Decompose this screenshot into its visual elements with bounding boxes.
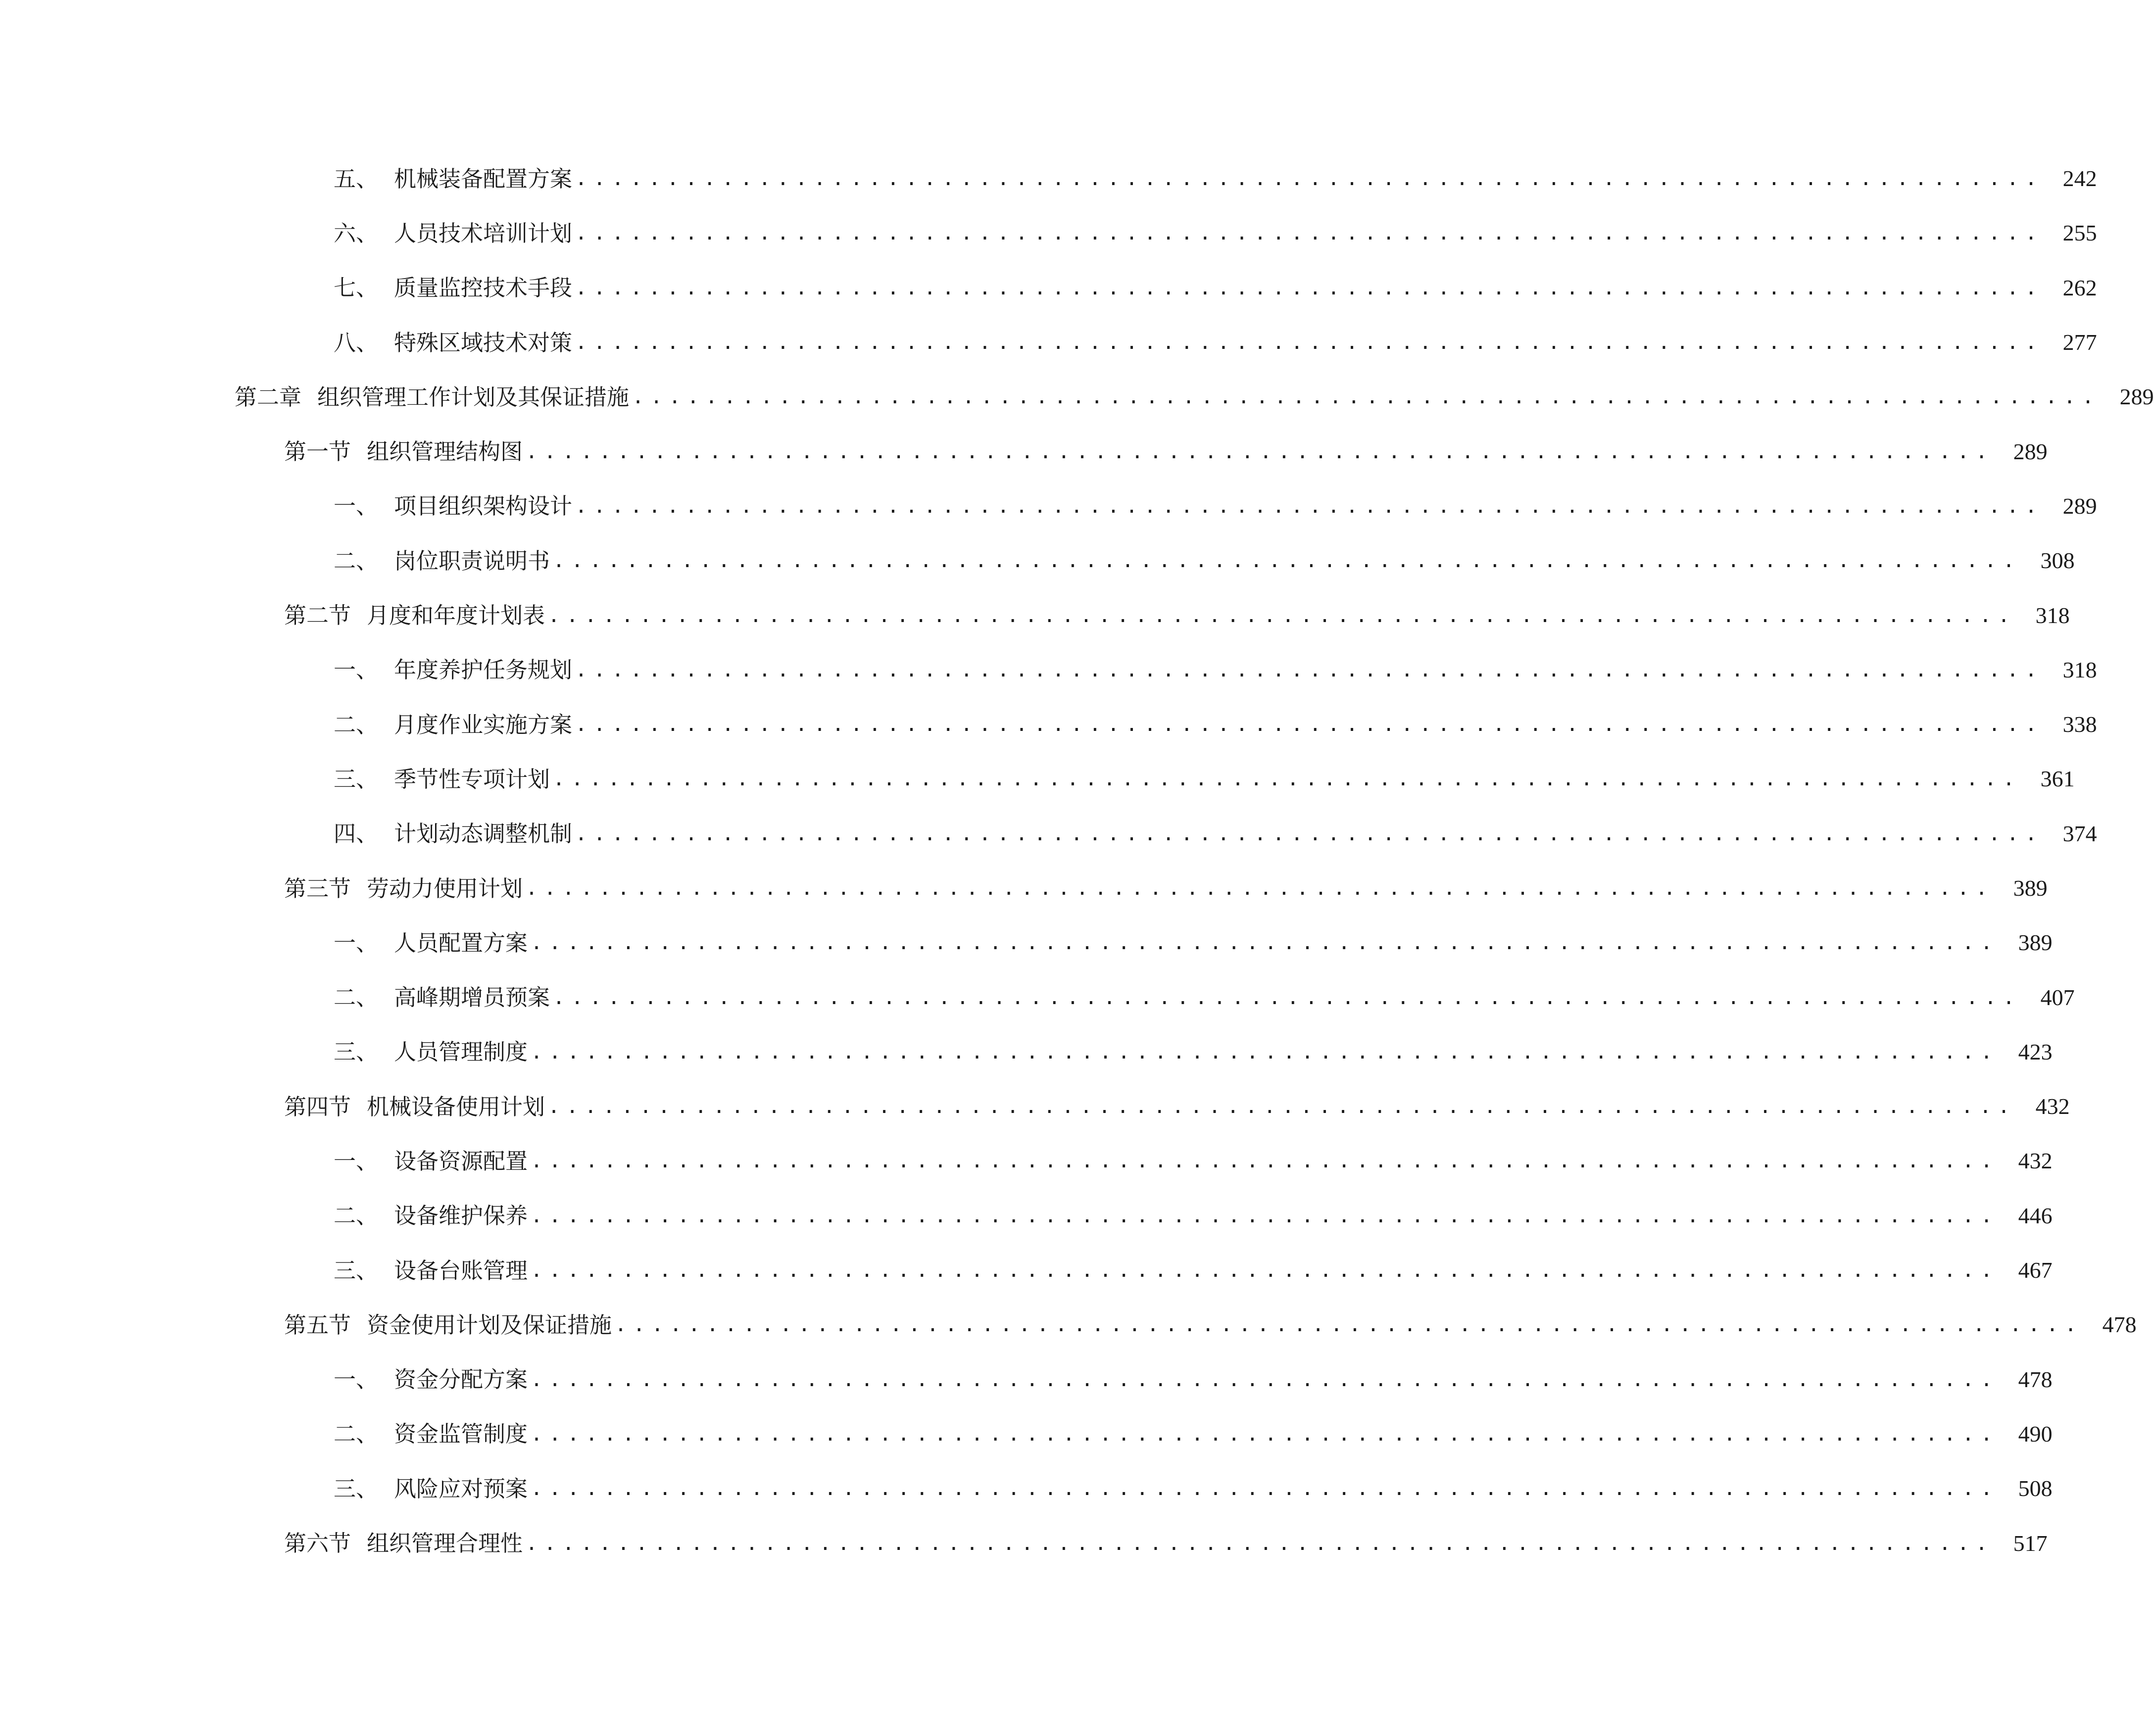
toc-entry-title: 质量监控技术手段: [394, 275, 573, 301]
toc-entry-page-number: 262: [2062, 275, 2097, 300]
toc-entry-number: 三、: [334, 1039, 379, 1065]
toc-entry-title: 特殊区域技术对策: [394, 329, 573, 356]
dot-leader: ................................................................................: [553, 768, 2021, 791]
toc-entry-number: 一、: [334, 1148, 379, 1174]
toc-entry-heading: [284, 604, 545, 627]
toc-entry[interactable]: [0, 424, 2048, 479]
toc-entry[interactable]: [0, 370, 2154, 424]
toc-entry[interactable]: [0, 697, 2097, 752]
toc-entry-page-number: 242: [2062, 166, 2097, 192]
dot-leader: ................................................................................: [553, 986, 2021, 1009]
toc-entry-heading: [334, 711, 573, 738]
toc-entry-number: 第二章: [235, 384, 302, 410]
toc-entry-heading: [235, 386, 629, 408]
toc-entry[interactable]: [0, 533, 2075, 588]
toc-entry-number: 五、: [334, 165, 379, 192]
toc-entry[interactable]: [0, 1079, 2070, 1134]
toc-entry-title: 年度养护任务规划: [394, 657, 573, 683]
toc-entry-heading: [334, 1368, 528, 1391]
toc-entry-heading: [334, 493, 573, 520]
toc-entry-title: 风险应对预案: [394, 1475, 528, 1502]
toc-entry-title: 组织管理合理性: [367, 1530, 523, 1557]
toc-entry[interactable]: [0, 752, 2075, 806]
toc-entry-number: 三、: [334, 766, 379, 792]
toc-entry-number: 第四节: [284, 1093, 351, 1120]
toc-entry-heading: [334, 277, 572, 299]
toc-entry-title: 人员技术培训计划: [394, 220, 573, 246]
dot-leader: ................................................................................: [615, 1313, 2083, 1337]
dot-leader: ................................................................................: [575, 658, 2044, 681]
dot-leader: ................................................................................: [531, 1040, 1999, 1063]
toc-entry-number: 七、: [334, 275, 379, 301]
toc-entry-heading: [334, 1475, 528, 1502]
toc-entry-heading: [284, 1530, 523, 1557]
toc-entry-page-number: 255: [2062, 220, 2097, 246]
toc-entry-page-number: 389: [2018, 930, 2053, 956]
toc-entry-title: 人员配置方案: [394, 929, 528, 956]
toc-entry-number: 第三节: [284, 875, 351, 902]
toc-entry-heading: [334, 1205, 528, 1227]
toc-entry[interactable]: [0, 916, 2053, 970]
toc-entry-number: 三、: [334, 1475, 379, 1502]
dot-leader: ................................................................................: [531, 1477, 1999, 1500]
toc-entry[interactable]: [0, 1298, 2137, 1352]
toc-entry-page-number: 374: [2062, 820, 2097, 846]
toc-entry-number: 八、: [334, 329, 379, 356]
toc-entry-page-number: 318: [2035, 602, 2070, 628]
toc-entry-number: 第一节: [284, 438, 351, 465]
table-of-contents: [0, 151, 2154, 1571]
toc-entry-heading: [334, 1150, 528, 1172]
toc-entry-page-number: 318: [2062, 657, 2097, 682]
toc-entry-page-number: 308: [2040, 548, 2075, 574]
toc-entry-page-number: 338: [2062, 712, 2097, 737]
toc-entry-number: 四、: [334, 820, 379, 847]
toc-entry[interactable]: [0, 807, 2097, 861]
toc-entry-title: 岗位职责说明书: [394, 547, 550, 574]
toc-entry[interactable]: [0, 970, 2075, 1024]
dot-leader: ................................................................................: [548, 604, 2016, 627]
toc-entry-number: 二、: [334, 547, 379, 574]
toc-entry[interactable]: [0, 315, 2097, 370]
toc-entry-page-number: 467: [2018, 1257, 2053, 1283]
toc-entry-title: 月度作业实施方案: [394, 711, 573, 738]
toc-entry-heading: [334, 547, 550, 574]
toc-entry[interactable]: [0, 151, 2097, 206]
dot-leader: ................................................................................: [526, 877, 1994, 900]
toc-entry-number: 一、: [334, 657, 379, 683]
dot-leader: ................................................................................: [575, 494, 2044, 518]
toc-entry-number: 二、: [334, 711, 379, 738]
toc-entry[interactable]: [0, 1352, 2053, 1407]
dot-leader: ................................................................................: [531, 1150, 1999, 1173]
toc-entry-number: 二、: [334, 1203, 379, 1229]
toc-entry[interactable]: [0, 588, 2070, 642]
toc-entry-page-number: 407: [2040, 984, 2075, 1010]
toc-entry-number: 二、: [334, 984, 379, 1011]
toc-entry[interactable]: [0, 861, 2048, 916]
toc-entry-heading: [284, 1311, 612, 1338]
toc-entry-page-number: 361: [2040, 766, 2075, 792]
toc-entry-title: 组织管理工作计划及其保证措施: [317, 384, 630, 410]
toc-entry-title: 资金使用计划及保证措施: [367, 1311, 612, 1338]
toc-entry-page-number: 289: [2013, 438, 2048, 464]
toc-entry-page-number: 423: [2018, 1039, 2053, 1064]
toc-entry-number: 一、: [334, 929, 379, 956]
toc-entry-title: 组织管理结构图: [367, 438, 523, 465]
toc-entry-page-number: 432: [2035, 1094, 2070, 1119]
toc-entry-page-number: 517: [2013, 1530, 2048, 1556]
toc-entry-number: 第六节: [284, 1530, 351, 1557]
toc-entry[interactable]: [0, 1189, 2053, 1243]
toc-entry-title: 设备资源配置: [394, 1148, 528, 1174]
toc-entry-number: 三、: [334, 1257, 379, 1284]
toc-entry-number: 一、: [334, 1366, 379, 1393]
toc-entry-heading: [334, 1259, 528, 1282]
toc-entry-title: 项目组织架构设计: [394, 493, 573, 520]
toc-entry-title: 高峰期增员预案: [394, 984, 550, 1011]
toc-entry[interactable]: [0, 1461, 2053, 1516]
dot-leader: ................................................................................: [553, 549, 2021, 573]
toc-entry-heading: [334, 222, 572, 244]
dot-leader: ................................................................................: [575, 822, 2044, 845]
toc-entry-page-number: 289: [2062, 493, 2097, 519]
toc-entry[interactable]: [0, 1407, 2053, 1461]
dot-leader: ................................................................................: [531, 1422, 1999, 1446]
dot-leader: ................................................................................: [575, 276, 2044, 299]
dot-leader: ................................................................................: [526, 1532, 1994, 1555]
toc-entry-title: 计划动态调整机制: [394, 820, 573, 847]
toc-entry-heading: [334, 768, 550, 790]
toc-entry-page-number: 478: [2102, 1312, 2137, 1338]
toc-entry[interactable]: [0, 1243, 2053, 1298]
toc-entry[interactable]: [0, 1134, 2053, 1188]
dot-leader: ................................................................................: [531, 1368, 1999, 1391]
dot-leader: ................................................................................: [632, 386, 2101, 409]
toc-entry-number: 六、: [334, 220, 379, 246]
toc-entry-page-number: 289: [2119, 384, 2154, 410]
toc-entry-number: 一、: [334, 493, 379, 520]
dot-leader: ................................................................................: [575, 713, 2044, 736]
toc-entry-title: 人员管理制度: [394, 1039, 528, 1065]
toc-entry-heading: [284, 877, 523, 900]
toc-entry-title: 季节性专项计划: [394, 766, 550, 792]
toc-entry-number: 第五节: [284, 1311, 351, 1338]
dot-leader: ................................................................................: [526, 440, 1994, 463]
toc-entry-title: 资金分配方案: [394, 1366, 528, 1393]
toc-entry-number: 第二节: [284, 602, 351, 629]
toc-entry-heading: [334, 986, 550, 1009]
toc-entry[interactable]: [0, 479, 2097, 533]
dot-leader: ................................................................................: [531, 931, 1999, 955]
toc-entry-title: 月度和年度计划表: [367, 602, 545, 629]
dot-leader: ................................................................................: [575, 331, 2044, 354]
dot-leader: ................................................................................: [548, 1095, 2016, 1118]
toc-entry-title: 设备维护保养: [394, 1203, 528, 1229]
toc-entry-heading: [334, 822, 572, 845]
toc-entry-page-number: 478: [2018, 1366, 2053, 1392]
toc-entry-number: 二、: [334, 1421, 379, 1447]
toc-entry-heading: [334, 659, 572, 681]
toc-entry-title: 设备台账管理: [394, 1257, 528, 1284]
dot-leader: ................................................................................: [575, 222, 2044, 245]
toc-entry-title: 劳动力使用计划: [367, 875, 523, 902]
toc-entry-title: 资金监管制度: [394, 1421, 528, 1447]
toc-entry-page-number: 446: [2018, 1203, 2053, 1228]
dot-leader: ................................................................................: [575, 167, 2044, 191]
toc-entry[interactable]: [0, 643, 2097, 697]
dot-leader: ................................................................................: [531, 1204, 1999, 1227]
toc-entry-heading: [334, 929, 528, 956]
toc-entry-title: 机械设备使用计划: [367, 1093, 545, 1120]
toc-entry-heading: [284, 1093, 545, 1120]
dot-leader: ................................................................................: [531, 1259, 1999, 1282]
toc-entry-heading: [334, 1041, 528, 1063]
toc-entry-page-number: 508: [2018, 1476, 2053, 1501]
toc-entry-page-number: 389: [2013, 875, 2048, 901]
toc-entry[interactable]: [0, 1516, 2048, 1570]
toc-entry[interactable]: [0, 1025, 2053, 1079]
toc-entry-page-number: 490: [2018, 1421, 2053, 1447]
toc-entry-heading: [334, 1423, 528, 1445]
toc-entry-page-number: 432: [2018, 1148, 2053, 1174]
toc-entry-heading: [284, 440, 523, 463]
toc-entry-page-number: 277: [2062, 330, 2097, 355]
toc-entry-title: 机械装备配置方案: [394, 165, 573, 192]
toc-entry[interactable]: [0, 206, 2097, 260]
toc-entry-heading: [334, 329, 573, 356]
toc-entry[interactable]: [0, 261, 2097, 315]
toc-entry-heading: [334, 165, 573, 192]
